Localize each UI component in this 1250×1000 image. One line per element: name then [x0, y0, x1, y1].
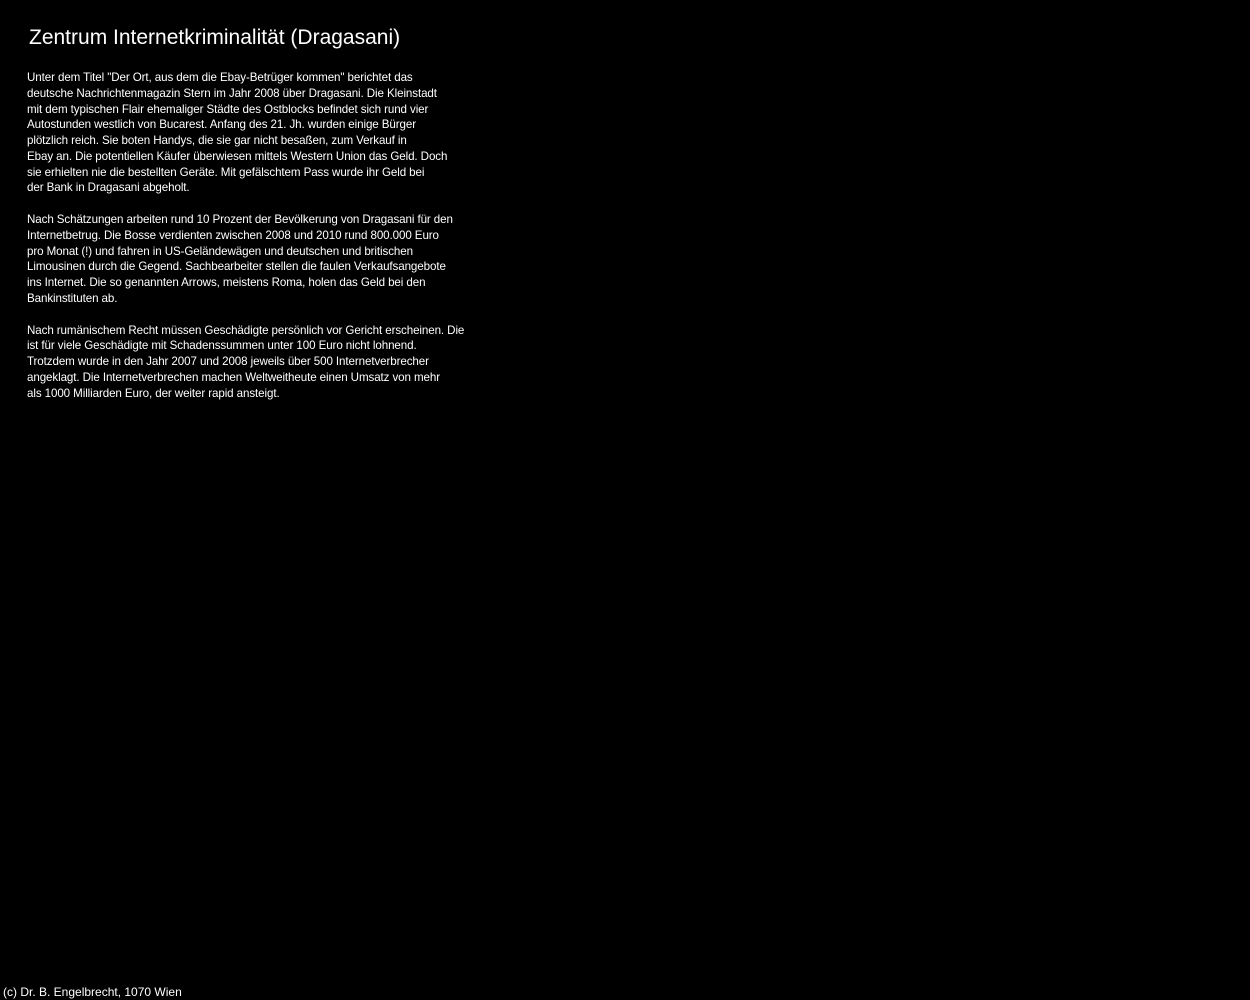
- article-line: angeklagt. Die Internetverbrechen machen Weltweitheute einen Umsatz von mehr: [27, 370, 441, 384]
- article-line: mit dem typischen Flair ehemaliger Städte des Ostblocks befindet sich rund vier: [27, 102, 429, 116]
- page-title: Zentrum Internetkriminalität (Dragasani): [29, 26, 401, 49]
- article-line: sie erhielten nie die bestellten Geräte. Mit gefälschtem Pass wurde ihr Geld bei: [27, 165, 425, 179]
- article-line: deutsche Nachrichtenmagazin Stern im Jahr 2008 über Dragasani. Die Kleinstadt: [27, 86, 437, 100]
- copyright-notice: (c) Dr. B. Engelbrecht, 1070 Wien: [3, 985, 182, 999]
- article-line: ist für viele Geschädigte mit Schadenssummen unter 100 Euro nicht lohnend.: [27, 339, 417, 353]
- article-line: Internetbetrug. Die Bosse verdienten zwischen 2008 und 2010 rund 800.000 Euro: [27, 228, 439, 242]
- article-line: Autostunden westlich von Bucarest. Anfang des 21. Jh. wurden einige Bürger: [27, 118, 416, 132]
- article-line: pro Monat (!) und fahren in US-Geländewägen und deutschen und britischen: [27, 244, 413, 258]
- article-text: [27, 70, 507, 417]
- article-line: als 1000 Milliarden Euro, der weiter rapid ansteigt.: [27, 386, 280, 400]
- article-line: ins Internet. Die so genannten Arrows, meistens Roma, holen das Geld bei den: [27, 276, 426, 289]
- article-paragraph-3: [27, 323, 507, 402]
- article-line: Trotzdem wurde in den Jahr 2007 und 2008 jeweils über 500 Internetverbrecher: [27, 355, 429, 368]
- article-line: Nach rumänischem Recht müssen Geschädigte persönlich vor Gericht erscheinen. Die: [27, 323, 465, 337]
- article-paragraph-2: [27, 212, 507, 307]
- article-line: Limousinen durch die Gegend. Sachbearbeiter stellen die faulen Verkaufsangebote: [27, 260, 446, 274]
- article-line: Unter dem Titel "Der Ort, aus dem die Ebay-Betrüger kommen" berichtet das: [27, 71, 413, 84]
- article-line: Ebay an. Die potentiellen Käufer überwiesen mittels Western Union das Geld. Doch: [27, 149, 448, 163]
- article-line: der Bank in Dragasani abgeholt.: [27, 181, 190, 195]
- article-line: Bankinstituten ab.: [27, 291, 118, 305]
- article-line: plötzlich reich. Sie boten Handys, die sie gar nicht besaßen, zum Verkauf in: [27, 134, 407, 147]
- article-paragraph-1: [27, 70, 507, 196]
- article-line: Nach Schätzungen arbeiten rund 10 Prozent der Bevölkerung von Dragasani für den: [27, 213, 453, 226]
